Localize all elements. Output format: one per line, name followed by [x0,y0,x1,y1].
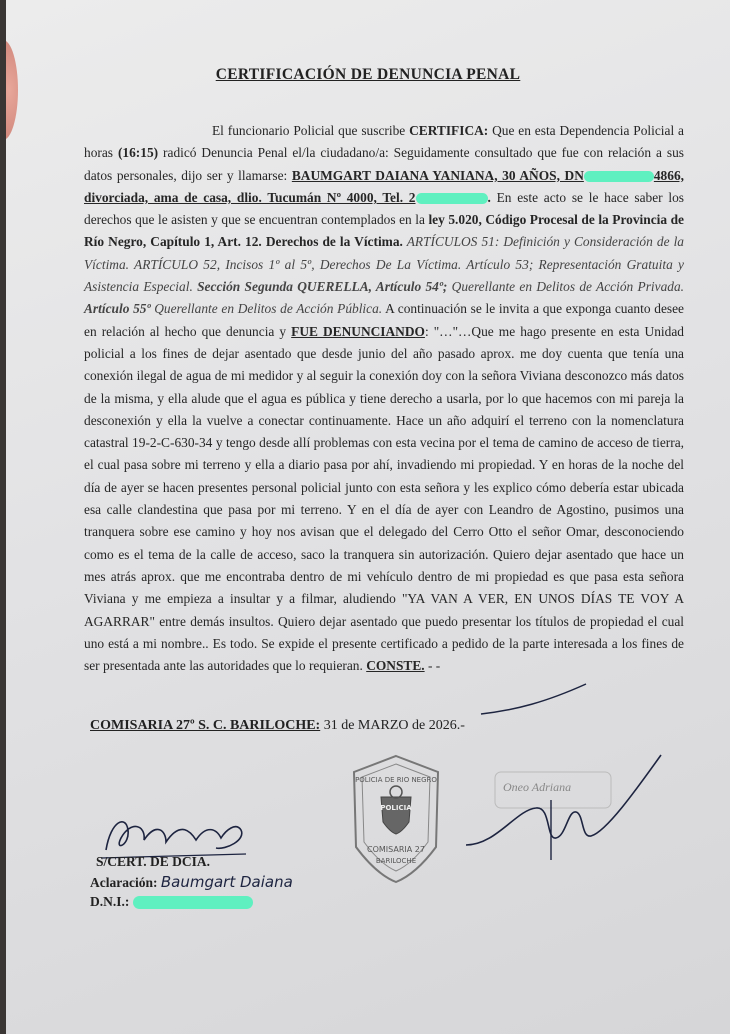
aclaracion-row: Aclaración: Baumgart Daiana [90,873,293,891]
dni-row: D.N.I.: [90,892,293,912]
stamp-ring-text: POLICIA DE RIO NEGRO [355,776,437,784]
finger [6,40,18,140]
redaction-mark [584,171,654,182]
stamp-text-1: COMISARIA 27 [367,845,425,854]
redaction-mark [133,896,253,909]
signature-stroke [476,680,596,720]
body-paragraph: El funcionario Policial que suscribe CERTIFICA: Que en esta Dependencia Policial a horas (16:15) radicó Denuncia Penal el/la ciudadano/a: Seguidamente consultado que fue con relación a sus datos personales, dijo ser y llamarse: BAUMGART DAIANA YANIANA, 30 AÑOS, DN 4866, divorciada, ama de casa, dlio. Tucumán Nº 4000, Tel. 2 . En este acto se le hace saber los derechos que le asisten y que se encuentran contemplados en la ley 5.020, Código Procesal de la Provincia de Río Negro, Capítulo 1, Art. 12. Derechos de la Víctima. ARTÍCULOS 51: Definición y Consideración de la Víctima. ARTÍCULO 52, Incisos 1º al 5º, Derechos De La Víctima. Artículo 53; Representación Gratuita y Asistencia Especial. Sección Segunda QUERELLA, Artículo 54º; Querellante en Delitos de Acción Privada. Artículo 55º Querellante en Delitos de Acción Pública. A continuación se le invita a que exponga cuanto desee en relación al hecho que denuncia y FUE DENUNCIANDO: "…"…Que me hago presente en esta Unidad policial a los fines de dejar asentado que desde junio del año pasado aprox. me doy cuenta que tenía una conexión ilegal de agua de mi medidor y al seguir la conexión doy con la señora Viviana desconozco más datos de la misma, y ella alude que el agua es pública y tiene derecho a usarla, por lo que hacemos con mi pareja la desconexión y ella la vuelve a conectar continuamente. Hace un año adquirí el terreno con la nomenclatura catastral 19-2-C-630-34 y tengo desde allí problemas con esta vecina por el tema de camino de acceso de tierra, el cual pasa sobre mi terreno y ella a diario pasa por ahí, invadiendo mi propiedad. Y en horas de la noche del día de ayer se hacen presentes personal policial junto con esta señora y les explico cómo debería estar ubicada esa calle clandestina que pasa por mi terreno. Y en el día de ayer con Leandro de Agostino, pusimos una tranquera sobre ese camino y hoy nos avisan que el delegado del Cerro Otto el señor Omar, desconociendo como es el tema de la calle de acceso, saco la tranquera sin autorización. Quiero dejar asentado que hace un mes atrás aprox. que me encontraba dentro de mi vehículo dentro de mi propiedad es que pasa esta señora Viviana y me empieza a insultar y a filmar, aludiendo "YA VAN A VER, EN UNOS DÍAS TE VOY A AGARRAR" entre demás insultos. Quiero dejar asentado que puedo presentar los títulos de propiedad el cual uno está a mi nombre.. Es todo. Se expide el presente certificado a pedido de la parte interesada a los fines de ser presentada ante las autoridades que lo requieran. CONSTE. - - [84,123,685,674]
place-date: COMISARIA 27º S. C. BARILOCHE: 31 de MARZO de 2026.- [90,718,465,733]
stamp-text-2: BARILOCHE [375,857,417,865]
redaction-mark [416,193,488,204]
police-stamp [346,752,446,887]
sig-title: S/CERT. DE DCIA. [96,854,211,869]
document-sheet [6,0,730,1034]
document-body [84,120,684,677]
officer-signature [456,750,676,870]
aclaracion-handwriting: Baumgart Daiana [160,873,293,891]
stamp-center-text: POLICIA [380,804,412,812]
faded-stamp: Oneo Adriana [503,780,571,795]
document-title: CERTIFICACIÓN DE DENUNCIA PENAL [215,66,521,83]
signature-block [90,852,293,912]
